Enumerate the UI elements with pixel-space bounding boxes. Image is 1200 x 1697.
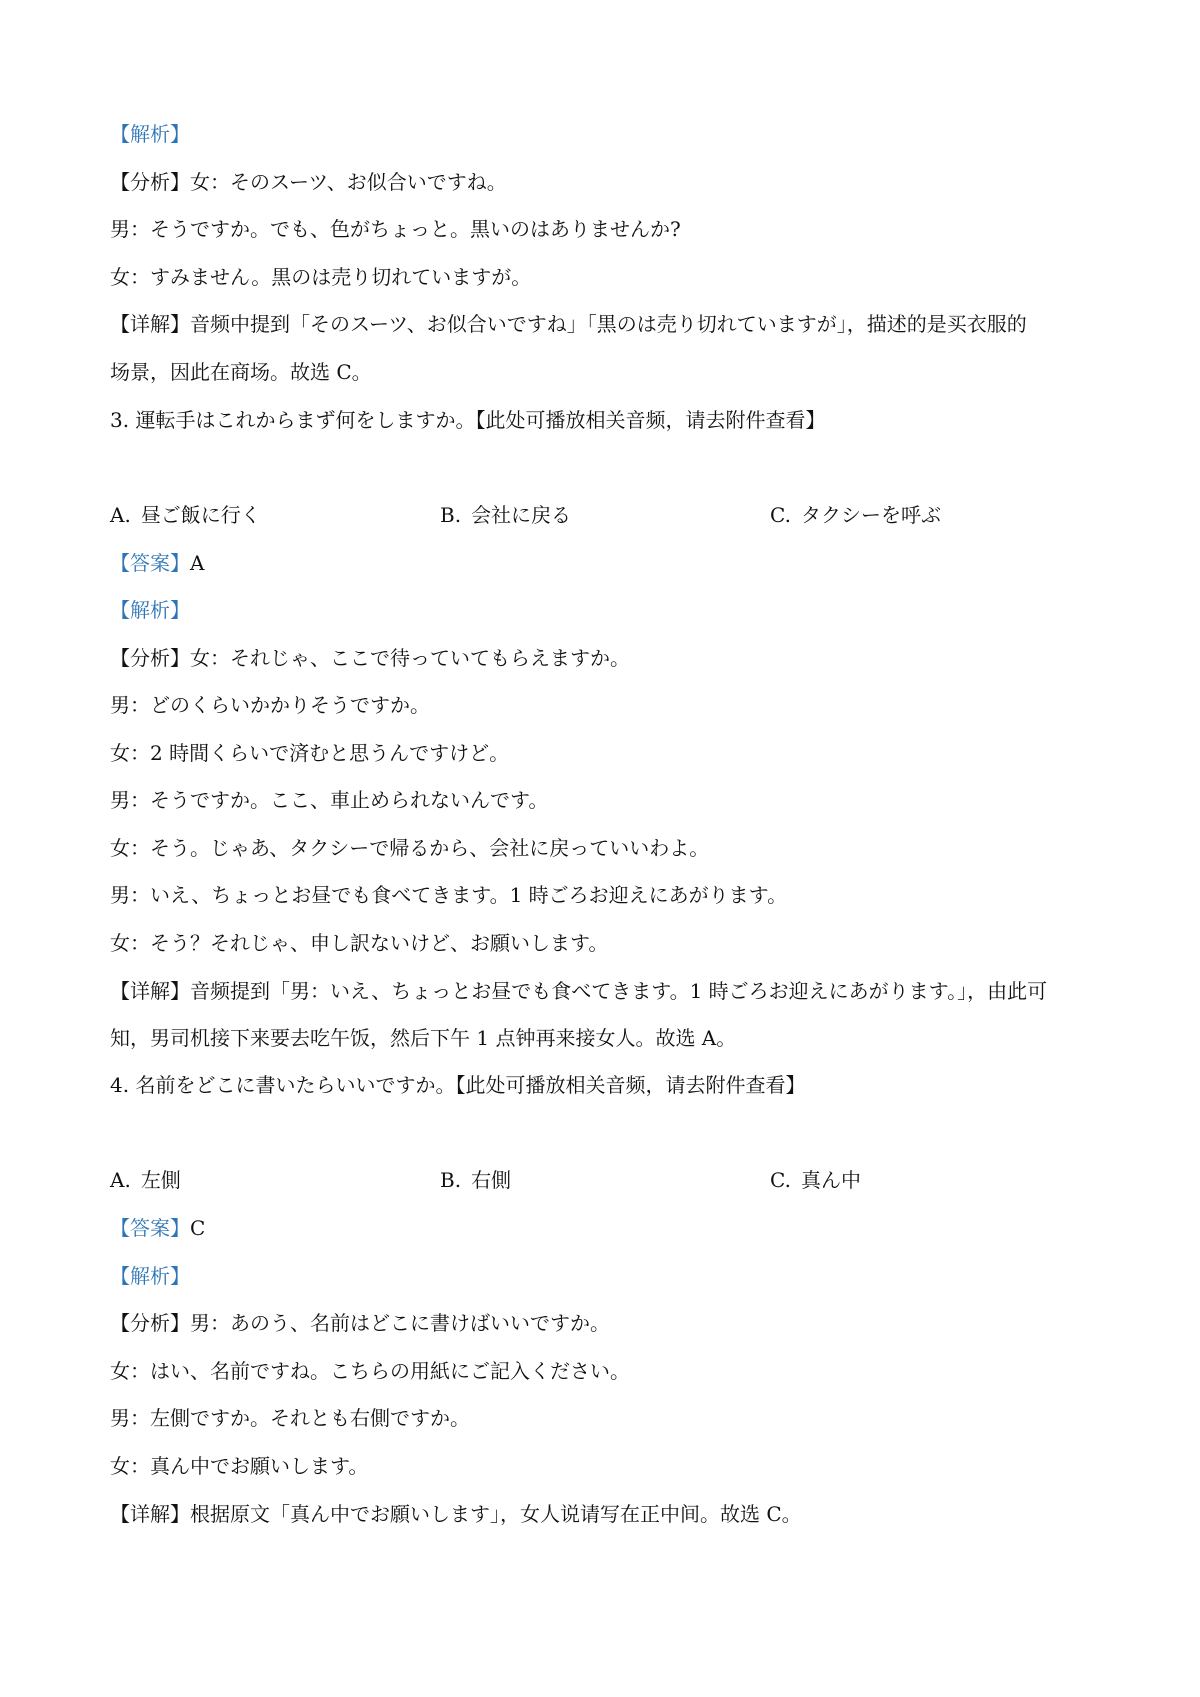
option-c: C. 真ん中 bbox=[770, 1168, 861, 1192]
explanation-tag: 【详解】 bbox=[110, 1502, 190, 1526]
analysis-line-4 bbox=[110, 1308, 1120, 1338]
analysis-text: 男：あのう、名前はどこに書けばいいですか。 bbox=[190, 1311, 610, 1335]
dialogue-line: 女：そう。じゃあ、タクシーで帰るから、会社に戻っていいわよ。 bbox=[110, 836, 710, 860]
dialogue-line: 男：いえ、ちょっとお昼でも食べてきます。1 時ごろお迎えにあがります。 bbox=[110, 883, 788, 907]
dialogue-line: 女：そう？それじゃ、申し訳ないけど、お願いします。 bbox=[110, 931, 609, 955]
analysis-text: 女：それじゃ、ここで待っていてもらえますか。 bbox=[190, 646, 630, 670]
explanation-text: 音频中提到「そのスーツ、お似合いですね」「黒のは売り切れていますが」，描述的是买衣服的 bbox=[190, 312, 1027, 336]
analysis-tag: 【分析】 bbox=[110, 646, 190, 670]
analysis-tag: 【分析】 bbox=[110, 170, 190, 194]
answer-tag: 【答案】 bbox=[110, 551, 190, 575]
explanation-line-2: 场景，因此在商场。故选 C。 bbox=[110, 360, 372, 384]
answer-tag: 【答案】 bbox=[110, 1216, 190, 1240]
analysis-tag: 【分析】 bbox=[110, 1311, 190, 1335]
dialogue-line: 女：2 時間くらいで済むと思うんですけど。 bbox=[110, 741, 510, 765]
dialogue-line: 男：左側ですか。それとも右側ですか。 bbox=[110, 1406, 470, 1430]
option-a: A. 昼ご飯に行く bbox=[110, 503, 261, 527]
explanation-text: 根据原文「真ん中でお願いします」，女人说请写在正中间。故选 C。 bbox=[190, 1502, 802, 1526]
option-a: A. 左側 bbox=[110, 1168, 181, 1192]
dialogue-line: 男：どのくらいかかりそうですか。 bbox=[110, 693, 430, 717]
explanation-line-1 bbox=[110, 309, 1120, 339]
answer-value: C bbox=[190, 1216, 206, 1240]
dialogue-line: 女：真ん中でお願いします。 bbox=[110, 1454, 369, 1478]
answer-value: A bbox=[190, 551, 205, 575]
question-3-options bbox=[110, 500, 1110, 530]
question-4-options bbox=[110, 1165, 1110, 1195]
explanation-line-4 bbox=[110, 1499, 1120, 1529]
jiexi-heading-1: 【解析】 bbox=[110, 122, 190, 146]
dialogue-line: 男：そうですか。でも、色がちょっと。黒いのはありませんか? bbox=[110, 217, 681, 241]
explanation-text: 音频提到「男：いえ、ちょっとお昼でも食べてきます。1 時ごろお迎えにあがります。」，由此可 bbox=[190, 979, 1048, 1003]
explanation-tag: 【详解】 bbox=[110, 312, 190, 336]
question-3: 3. 運転手はこれからまず何をしますか。【此处可播放相关音频，请去附件查看】 bbox=[110, 408, 826, 432]
explanation-tag: 【详解】 bbox=[110, 979, 190, 1003]
jiexi-heading-4: 【解析】 bbox=[110, 1264, 190, 1288]
option-b: B. 会社に戻る bbox=[440, 503, 572, 527]
analysis-line-3 bbox=[110, 643, 1120, 673]
explanation-line-3 bbox=[110, 976, 1120, 1006]
analysis-line-1 bbox=[110, 167, 1120, 197]
answer-line-4 bbox=[110, 1213, 1120, 1243]
dialogue-line: 女：はい、名前ですね。こちらの用紙にご記入ください。 bbox=[110, 1359, 630, 1383]
dialogue-line: 女：すみません。黒のは売り切れていますが。 bbox=[110, 265, 532, 289]
dialogue-line: 男：そうですか。ここ、車止められないんです。 bbox=[110, 788, 549, 812]
option-c: C. タクシーを呼ぶ bbox=[770, 503, 941, 527]
analysis-text: 女：そのスーツ、お似合いですね。 bbox=[190, 170, 507, 194]
question-4: 4. 名前をどこに書いたらいいですか。【此处可播放相关音频，请去附件查看】 bbox=[110, 1073, 806, 1097]
answer-line-3 bbox=[110, 548, 1120, 578]
option-b: B. 右側 bbox=[440, 1168, 512, 1192]
jiexi-heading-3: 【解析】 bbox=[110, 598, 190, 622]
explanation-line-3b: 知，男司机接下来要去吃午饭，然后下午 1 点钟再来接女人。故选 A。 bbox=[110, 1026, 737, 1050]
